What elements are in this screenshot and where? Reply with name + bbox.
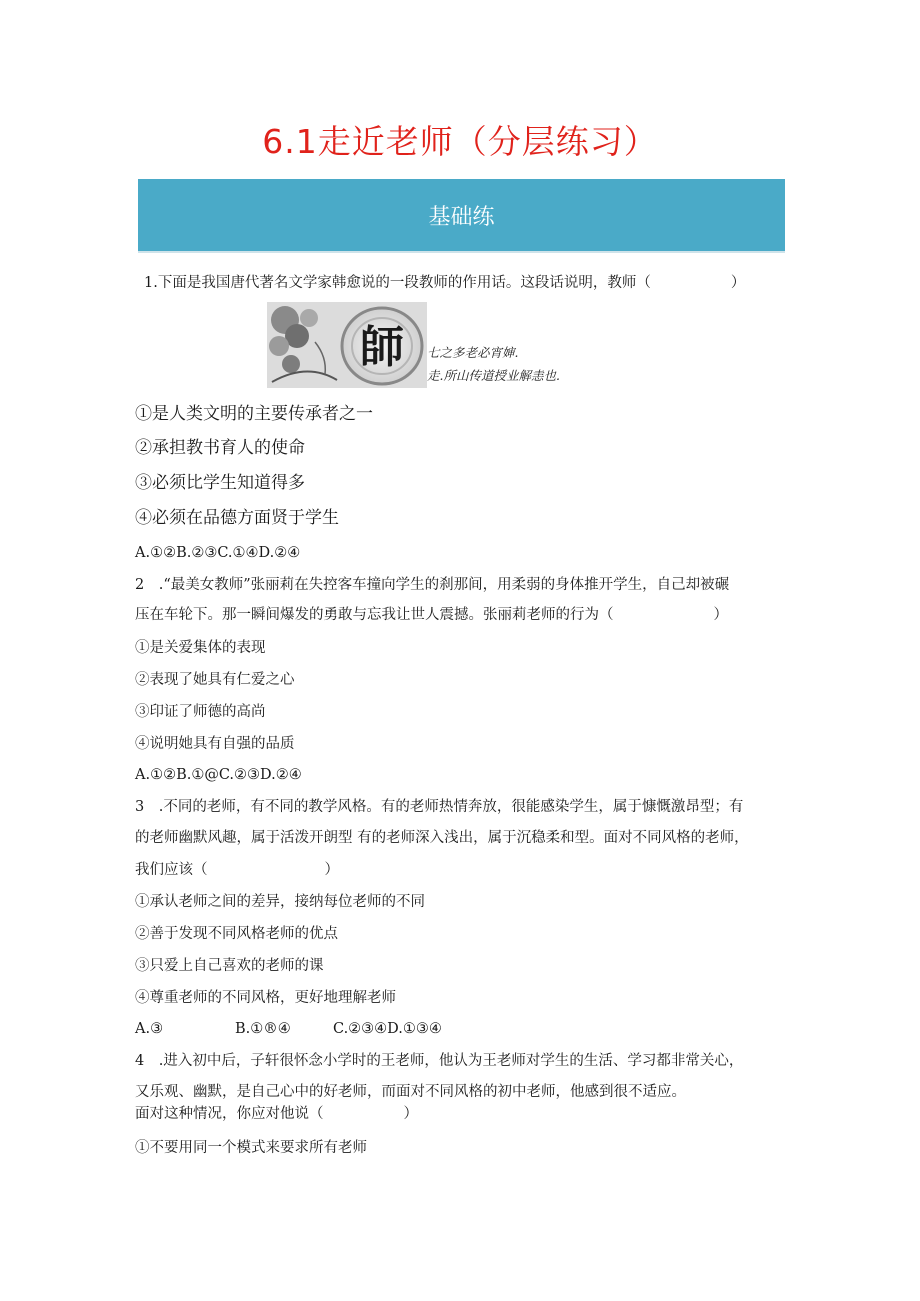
poem-line-2: 走.所山传道授业解恚也. xyxy=(427,368,560,383)
q3-choice-cd: C.②③④D.①③④ xyxy=(333,1021,442,1037)
section-banner xyxy=(138,179,785,253)
q3-line-1: 3 .不同的老师，有不同的教学风格。有的老师热情奔放，很能感染学生，属于慷慨激昂型；有 xyxy=(135,799,744,815)
section-title: 基础练 xyxy=(428,204,495,230)
q1-option-3: ③必须比学生知道得多 xyxy=(135,473,305,493)
page-title: 6.1走近老师（分层练习） xyxy=(262,122,658,161)
q1-option-4: ④必须在品德方面贤于学生 xyxy=(135,508,339,528)
q1-option-1: ①是人类文明的主要传承者之一 xyxy=(135,404,373,424)
q2-option-3: ③印证了师德的高尚 xyxy=(135,704,266,720)
poem-line-1: 七之多老必宵婶. xyxy=(427,345,519,360)
q1-choices: A.①②B.②③C.①④D.②④ xyxy=(135,545,301,561)
q2-choices: A.①②B.①@C.②③D.②④ xyxy=(135,767,302,783)
q3-choice-b: B.①®④ xyxy=(235,1021,291,1037)
q2-option-2: ②表现了她具有仁爱之心 xyxy=(135,672,295,688)
q3-option-2: ②善于发现不同风格老师的优点 xyxy=(135,926,338,942)
q4-line-3: 面对这种情况，你应对他说（ ） xyxy=(135,1106,418,1122)
q3-option-3: ③只爱上自己喜欢的老师的课 xyxy=(135,958,324,974)
calligraphy-character: 師 xyxy=(360,322,404,373)
q2-line-1: 2 .“最美女教师”张丽莉在失控客车撞向学生的刹那间，用柔弱的身体推开学生，自己却被碾 xyxy=(135,577,730,593)
q1-stem: 1.下面是我国唐代著名文学家韩愈说的一段教师的作用话。这段话说明，教师（ ） xyxy=(144,275,746,291)
q2-option-1: ①是关爱集体的表现 xyxy=(135,640,266,656)
q3-option-4: ④尊重老师的不同风格，更好地理解老师 xyxy=(135,990,396,1006)
q2-option-4: ④说明她具有自强的品质 xyxy=(135,736,295,752)
q4-line-1: 4 .进入初中后，子轩很怀念小学时的王老师，他认为王老师对学生的生活、学习都非常关心， xyxy=(135,1053,744,1069)
q4-option-1: ①不要用同一个模式来要求所有老师 xyxy=(135,1140,367,1156)
teacher-calligraphy-image xyxy=(267,302,427,388)
q3-option-1: ①承认老师之间的差异，接纳每位老师的不同 xyxy=(135,894,425,910)
q3-line-3: 我们应该（ ） xyxy=(135,862,339,878)
q2-line-2: 压在车轮下。那一瞬间爆发的勇敢与忘我让世人震撼。张丽莉老师的行为（ ） xyxy=(135,607,728,623)
q3-choice-a: A.③ xyxy=(135,1021,164,1037)
q3-line-2: 的老师幽默风趣，属于活泼开朗型 有的老师深入浅出，属于沉稳柔和型。面对不同风格的老师， xyxy=(135,830,749,846)
q1-option-2: ②承担教书育人的使命 xyxy=(135,438,305,458)
q4-line-2: 又乐观、幽默，是自己心中的好老师，而面对不同风格的初中老师，他感到很不适应。 xyxy=(135,1084,686,1100)
